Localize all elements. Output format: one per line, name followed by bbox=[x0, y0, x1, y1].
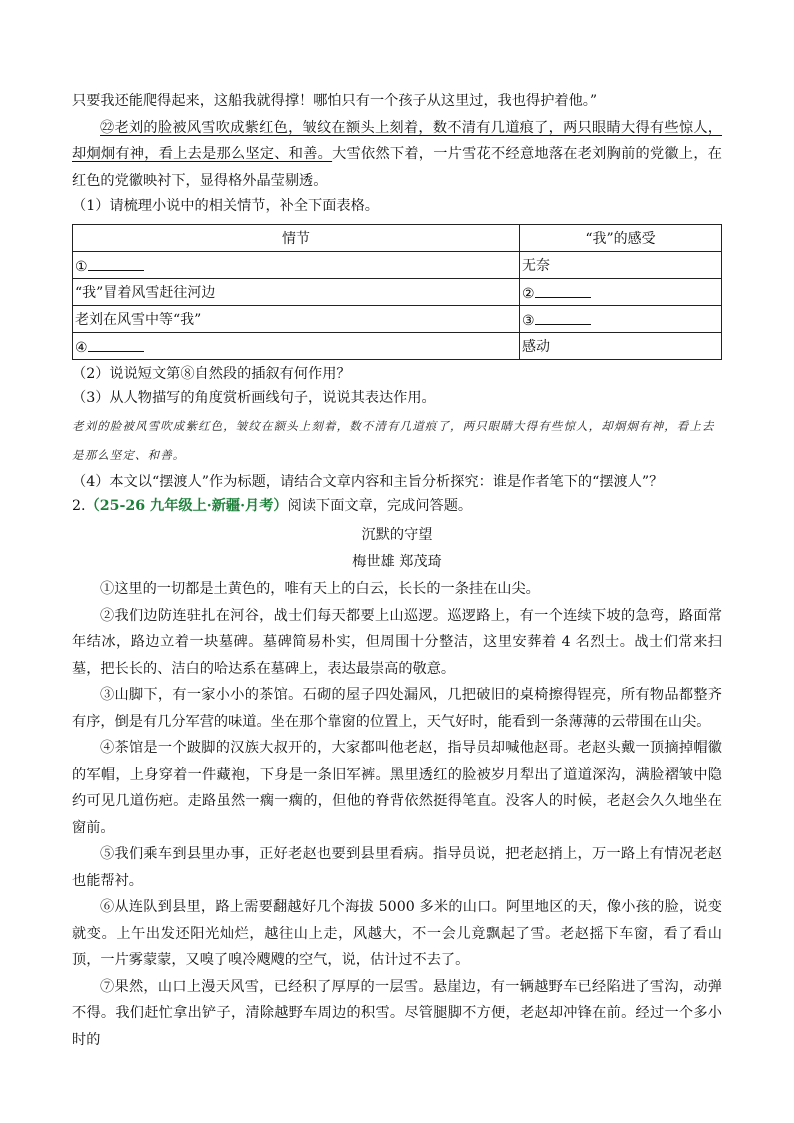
article-paragraph: ④茶馆是一个跛脚的汉族大叔开的，大家都叫他老赵，指导员却喊他赵哥。老赵头戴一顶摘掉帽徽的军帽，上身穿着一件藏袍，下身是一条旧军裤。黑里透红的脸被岁月犁出了道道深沟，满脸褶皱中隐约可见几道伤疤。走路虽然一瘸一瘸的，但他的脊背依然挺得笔直。没客人的时候，老赵会久久地坐在窗前。 bbox=[72, 740, 722, 836]
table-cell-plot bbox=[73, 333, 520, 360]
article-title: 沉默的守望 bbox=[361, 527, 433, 543]
paragraph-22-rest: 大雪依然下着，一片雪花不经意地落在老刘胸前的党徽上，在红色的党徽映衬下，显得格外晶莹剔透。 bbox=[72, 146, 722, 189]
document-page bbox=[72, 88, 722, 1053]
cell-text: ③ bbox=[522, 312, 535, 329]
article-paragraph: ⑤我们乘车到县里办事，正好老赵也要到县里看病。指导员说，把老赵捎上，万一路上有情况老赵也能帮衬。 bbox=[72, 846, 722, 889]
cell-text: ④ bbox=[75, 339, 88, 356]
table-cell-feeling bbox=[520, 279, 722, 306]
table-row bbox=[73, 333, 722, 360]
question-4: （4）本文以“摆渡人”作为标题，请结合文章内容和主旨分析探究：谁是作者笔下的“摆渡人”？ bbox=[72, 474, 664, 490]
intro-line: 只要我还能爬得起来，这船我就得撑！哪怕只有一个孩子从这里过，我也得护着他。” bbox=[72, 93, 598, 109]
item-2-header bbox=[72, 494, 722, 518]
article-authors: 梅世雄 郑茂琦 bbox=[352, 554, 442, 570]
table-header-row bbox=[73, 225, 722, 252]
item-number: 2. bbox=[72, 498, 86, 514]
article-paragraph: ③山脚下，有一家小小的茶馆。石砌的屋子四处漏风，几把破旧的桌椅擦得锃亮，所有物品都整齐有序，倒是有几分军营的味道。坐在那个靠窗的位置上，天气好时，能看到一条薄薄的云带围在山尖。 bbox=[72, 687, 722, 730]
answer-blank[interactable] bbox=[535, 283, 591, 298]
paragraph-22 bbox=[72, 115, 722, 195]
article-paragraph: ②我们边防连驻扎在河谷，战士们每天都要上山巡逻。巡逻路上，有一个连续下坡的急弯，路面常年结冰，路边立着一块墓碑。墓碑简易朴实，但周围十分整洁，这里安葬着 4 名烈士。战士们常来扫墓，把长长的、洁白的哈达系在墓碑上，表达最崇高的敬意。 bbox=[72, 607, 722, 677]
table-cell-plot: “我”冒着风雪赶往河边 bbox=[73, 279, 520, 306]
question-1: （1）请梳理小说中的相关情节，补全下面表格。 bbox=[72, 198, 379, 214]
question-3: （3）从人物描写的角度赏析画线句子，说说其表达作用。 bbox=[72, 390, 436, 406]
underlined-sentence: ㉒老刘的脸被风雪吹成紫红色，皱纹在额头上刻着，数不清有几道痕了，两只眼睛大得有些惊人，却炯炯有神，看上去是那么坚定、和善。 bbox=[72, 119, 722, 162]
answer-blank[interactable] bbox=[88, 337, 144, 352]
question-2: （2）说说短文第⑧自然段的插叙有何作用？ bbox=[72, 366, 351, 382]
table-row bbox=[73, 279, 722, 306]
table-header-plot: 情节 bbox=[73, 225, 520, 252]
table-cell-plot: 老刘在风雪中等“我” bbox=[73, 306, 520, 333]
item-instruction: 阅读下面文章，完成问答题。 bbox=[287, 498, 473, 514]
table-row bbox=[73, 252, 722, 279]
answer-blank[interactable] bbox=[535, 310, 591, 325]
item-source: （25-26 九年级上·新疆·月考） bbox=[85, 498, 288, 514]
cell-text: ② bbox=[522, 285, 535, 302]
answer-blank[interactable] bbox=[88, 256, 144, 271]
table-cell-feeling bbox=[520, 306, 722, 333]
plot-feeling-table bbox=[72, 224, 722, 360]
handwritten-quote: 老刘的脸被风雪吹成紫红色，皱纹在额头上刻着，数不清有几道痕了，两只眼睛大得有些惊人，却炯炯有神，看上去是那么坚定、和善。 bbox=[72, 419, 715, 462]
table-row bbox=[73, 306, 722, 333]
article-paragraph: ⑦果然，山口上漫天风雪，已经积了厚厚的一层雪。悬崖边，有一辆越野车已经陷进了雪沟，动弹不得。我们赶忙拿出铲子，清除越野车周边的积雪。尽管腿脚不方便，老赵却冲锋在前。经过一个多小时的 bbox=[72, 978, 722, 1048]
table-header-feeling: “我”的感受 bbox=[520, 225, 722, 252]
table-cell-feeling: 感动 bbox=[520, 333, 722, 360]
article-paragraph: ①这里的一切都是土黄色的，唯有天上的白云，长长的一条挂在山尖。 bbox=[100, 581, 540, 597]
table-cell-feeling: 无奈 bbox=[520, 252, 722, 279]
article-paragraph: ⑥从连队到县里，路上需要翻越好几个海拔 5000 多米的山口。阿里地区的天，像小孩的脸，说变就变。上午出发还阳光灿烂，越往山上走，风越大，不一会儿竟飘起了雪。老赵摇下车窗，看了看山顶，一片雾蒙蒙，又嗅了嗅冷飕飕的空气，说，估计过不去了。 bbox=[72, 899, 722, 968]
table-cell-plot bbox=[73, 252, 520, 279]
cell-text: ① bbox=[75, 258, 88, 275]
